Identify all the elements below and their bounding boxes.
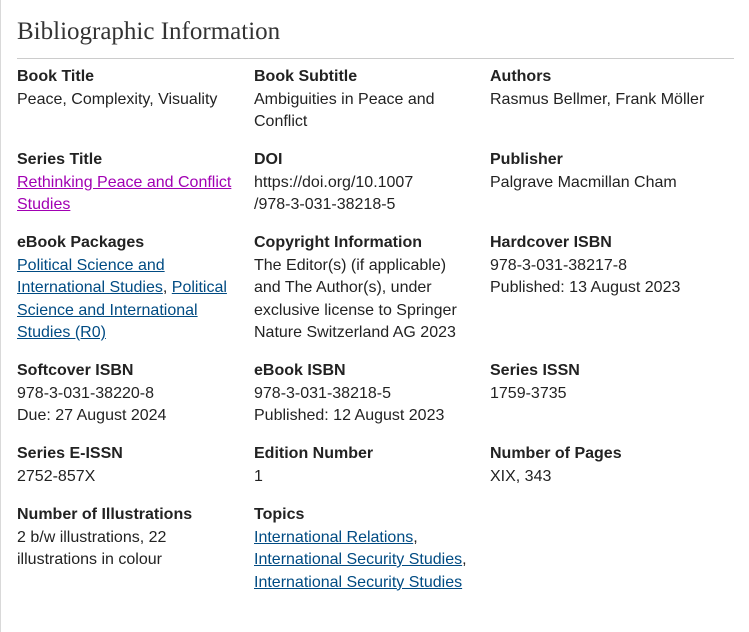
ebook-packages-label: eBook Packages [17,234,145,251]
topic-separator: , [413,528,418,546]
topic-link[interactable]: International Security Studies [254,551,463,568]
series-eissn-item [17,443,242,488]
topics-item [254,504,479,594]
copyright-line4: Nature Switzerland AG 2023 [254,324,456,341]
copyright-label: Copyright Information [254,234,422,251]
topic-line-1 [254,527,479,550]
left-border [0,0,1,632]
topic-line-2 [254,549,479,572]
ebook-isbn-label: eBook ISBN [254,362,346,379]
softcover-isbn-value: 978-3-031-38220-8 [17,384,154,402]
copyright-line1: The Editor(s) (if applicable) [254,256,447,274]
edition-number-label: Edition Number [254,445,374,462]
ebook-package-link-1-line1[interactable]: Political Science and [17,256,165,274]
ebook-package-link-1-line2[interactable]: International Studies [17,279,163,296]
book-title-item [17,66,242,111]
doi-item [254,149,479,217]
edition-number-item [254,443,479,488]
copyright-line2: and The Author(s), under [254,279,432,296]
topic-link[interactable]: International Relations [254,528,414,546]
topics-label: Topics [254,506,305,523]
publisher-label: Publisher [490,151,563,168]
ebook-package-line2 [17,277,242,300]
topic-separator: , [462,551,467,568]
authors-value: Rasmus Bellmer, Frank Möller [490,90,705,108]
series-eissn-value: 2752-857X [17,467,96,485]
book-subtitle-item [254,66,479,134]
series-title-label: Series Title [17,151,103,168]
series-title-item [17,149,242,217]
softcover-isbn-item [17,360,242,428]
doi-line1: https://doi.org/10.1007 [254,173,414,191]
number-of-pages-value: XIX, 343 [490,467,552,485]
authors-label: Authors [490,68,552,85]
ebook-isbn-date: Published: 12 August 2023 [254,407,445,424]
number-of-illustrations-line2: illustrations in colour [17,551,162,568]
book-subtitle-line1: Ambiguities in Peace and [254,90,435,108]
topic-link[interactable]: International Security Studies [254,573,463,591]
book-subtitle-label: Book Subtitle [254,68,358,85]
series-eissn-label: Series E-ISSN [17,445,123,462]
series-title-link-line1[interactable]: Rethinking Peace and Conflict [17,173,232,191]
series-issn-value: 1759-3735 [490,384,567,402]
doi-label: DOI [254,151,283,168]
topic-line-3 [254,572,479,595]
heading-divider [17,58,734,59]
hardcover-isbn-date: Published: 13 August 2023 [490,279,681,296]
ebook-package-link-2-part1[interactable]: Political [171,279,227,296]
softcover-isbn-label: Softcover ISBN [17,362,134,379]
copyright-item [254,232,479,345]
authors-item [490,66,735,111]
number-of-illustrations-label: Number of Illustrations [17,506,193,523]
ebook-packages-item [17,232,242,345]
series-issn-label: Series ISSN [490,362,580,379]
section-heading: Bibliographic Information [17,18,281,45]
book-title-label: Book Title [17,68,95,85]
ebook-package-separator: , [162,279,168,296]
publisher-value: Palgrave Macmillan Cham [490,173,677,191]
ebook-package-link-2-line3[interactable]: Studies (R0) [17,324,106,341]
doi-line2: /978-3-031-38218-5 [254,196,396,213]
book-title-value: Peace, Complexity, Visuality [17,90,218,108]
hardcover-isbn-value: 978-3-031-38217-8 [490,256,627,274]
book-subtitle-line2: Conflict [254,113,308,130]
edition-number-value: 1 [254,467,263,485]
softcover-isbn-date: Due: 27 August 2024 [17,407,167,424]
number-of-illustrations-line1: 2 b/w illustrations, 22 [17,528,167,546]
hardcover-isbn-item [490,232,735,300]
series-issn-item [490,360,735,405]
ebook-isbn-item [254,360,479,428]
ebook-package-link-2-line2[interactable]: Science and International [17,301,198,319]
series-title-link-line2[interactable]: Studies [17,196,71,213]
number-of-pages-label: Number of Pages [490,445,622,462]
number-of-illustrations-item [17,504,242,572]
copyright-line3: exclusive license to Springer [254,301,457,319]
publisher-item [490,149,735,194]
number-of-pages-item [490,443,735,488]
hardcover-isbn-label: Hardcover ISBN [490,234,612,251]
ebook-isbn-value: 978-3-031-38218-5 [254,384,391,402]
